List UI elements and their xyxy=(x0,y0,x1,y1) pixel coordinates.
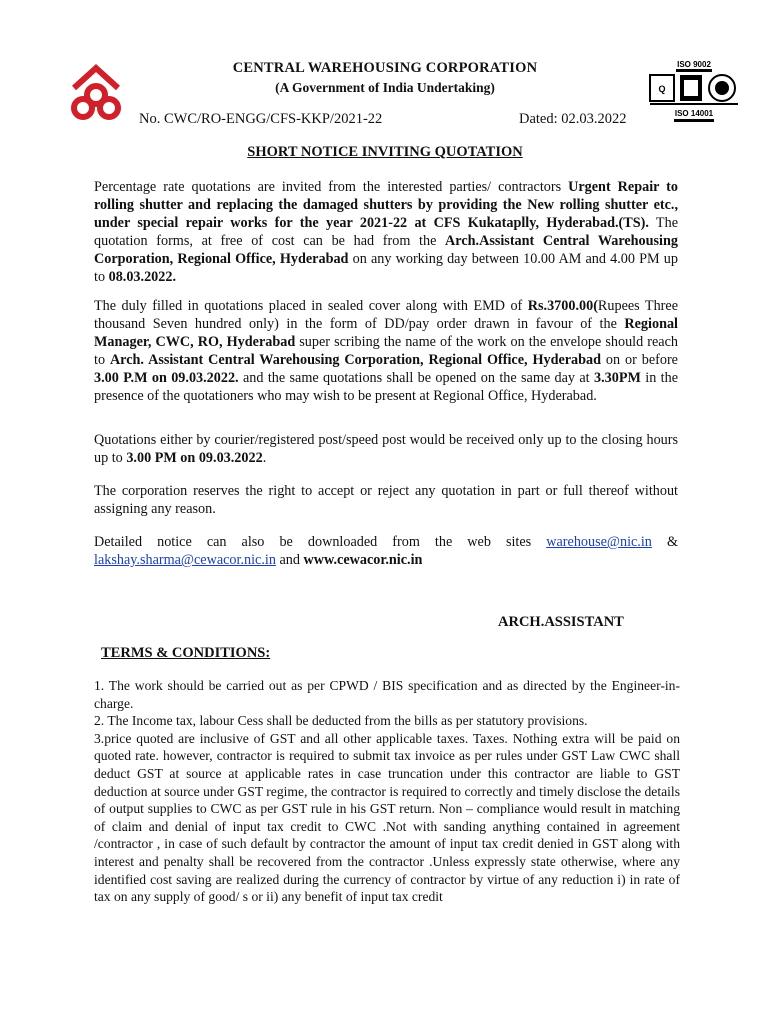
submission-office: Arch. Assistant Central Warehousing Corporation, Regional Office, Hyderabad xyxy=(109,352,602,368)
text: in the presence of the quotationers who may wish to be present at Regional Office, Hyderabad. xyxy=(94,370,678,404)
paragraph-postal xyxy=(94,431,678,467)
document-date: Dated: 02.03.2022 xyxy=(519,111,627,127)
reference-number: No. CWC/RO-ENGG/CFS-KKP/2021-22 xyxy=(139,111,383,127)
term-item: 1. The work should be carried out as per CPWD / BIS specification and as directed by the Engineer-in-charge. xyxy=(94,678,680,711)
paragraph-rights: The corporation reserves the right to accept or reject any quotation in part or full thereof without assigning any reason. xyxy=(94,483,678,517)
organization-name: CENTRAL WAREHOUSING CORPORATION xyxy=(232,60,538,76)
paragraph-invitation xyxy=(94,178,678,286)
term-item: 2. The Income tax, labour Cess shall be deducted from the bills as per statutory provisions. xyxy=(94,713,588,729)
svg-text:Q: Q xyxy=(658,84,666,94)
signatory: ARCH.ASSISTANT xyxy=(498,614,624,630)
email-link-lakshay[interactable]: lakshay.sharma@cewacor.nic.in xyxy=(94,552,276,568)
text: The duly filled in quotations placed in sealed cover along with EMD of xyxy=(94,298,528,314)
text: and xyxy=(275,552,304,568)
postal-deadline: 3.00 PM on 09.03.2022 xyxy=(126,450,263,466)
text: on or before xyxy=(601,352,678,368)
opening-time: 3.30PM xyxy=(594,370,641,386)
website: www.cewacor.nic.in xyxy=(303,552,423,568)
text: The quotation forms, at free of cost can be had from the xyxy=(94,215,678,249)
text: & xyxy=(651,534,678,550)
text: super scribing the name of the work on the envelope should reach to xyxy=(94,334,678,368)
work-description: Urgent Repair to rolling shutter and replacing the damaged shutters by providing the New rolling shutter etc., under special repair works for the year 2021-22 at CFS Kukataplly, Hyderabad.(TS). xyxy=(94,179,678,231)
issuing-office: Arch.Assistant Central Warehousing Corporation, Regional Office, Hyderabad xyxy=(94,233,678,267)
payee: Regional Manager, CWC, RO, Hyderabad xyxy=(94,316,678,350)
emd-amount: Rs.3700.00( xyxy=(527,298,598,314)
term-item: 3.price quoted are inclusive of GST and all other applicable taxes. Taxes. Nothing extra will be paid on quoted rate. however, contractor is required to submit tax invoice as per rules under GST Law CWC shall deduct GST at source at applicable rates in case truncation under this contractor are liable to GST deduction at source under GST regime, the contractor is required to correctly and timely disclose the details of output supplies to CWC as per GST rule in his GST return. Non – compliance would result in matching of claim and denial of input tax credit to CWC .Not with sanding anything contained in agreement /contractor , in case of such default by contractor the amount of input tax credit denied in GST along with interest and penalty shall be recovered from the contractor .Unless expressly state otherwise, where any identified cost saving are realized during the currency of contractor by virtue of any reduction i) in rate of tax on any supply of good/ s or ii) any benefit of input tax credit xyxy=(94,730,680,905)
paragraph-submission xyxy=(94,297,678,405)
text: Quotations either by courier/registered post/speed post would be received only up to the closing hours up to xyxy=(94,432,678,466)
terms-list xyxy=(94,677,680,906)
text: and the same quotations shall be opened on the same day at xyxy=(238,370,594,386)
text: . xyxy=(262,450,267,466)
paragraph-download xyxy=(94,533,678,569)
organization-subtitle: (A Government of India Undertaking) xyxy=(275,80,495,95)
text: Percentage rate quotations are invited from the interested parties/ contractors xyxy=(94,179,569,195)
last-issue-date: 08.03.2022. xyxy=(108,269,176,285)
iso-9002-label: ISO 9002 xyxy=(677,60,711,69)
iso-14001-label: ISO 14001 xyxy=(674,109,714,118)
text: Rupees Three thousand Seven hundred only) in the form of DD/pay order drawn in favour of the xyxy=(94,298,678,332)
notice-title: SHORT NOTICE INVITING QUOTATION xyxy=(247,144,523,160)
text: Detailed notice can also be downloaded from the web sites xyxy=(94,534,547,550)
text: on any working day between 10.00 AM and 4.00 PM up to xyxy=(94,251,678,285)
terms-heading: TERMS & CONDITIONS: xyxy=(101,645,271,661)
email-link-warehouse[interactable]: warehouse@nic.in xyxy=(546,534,652,550)
submission-deadline: 3.00 P.M on 09.03.2022. xyxy=(94,370,239,386)
